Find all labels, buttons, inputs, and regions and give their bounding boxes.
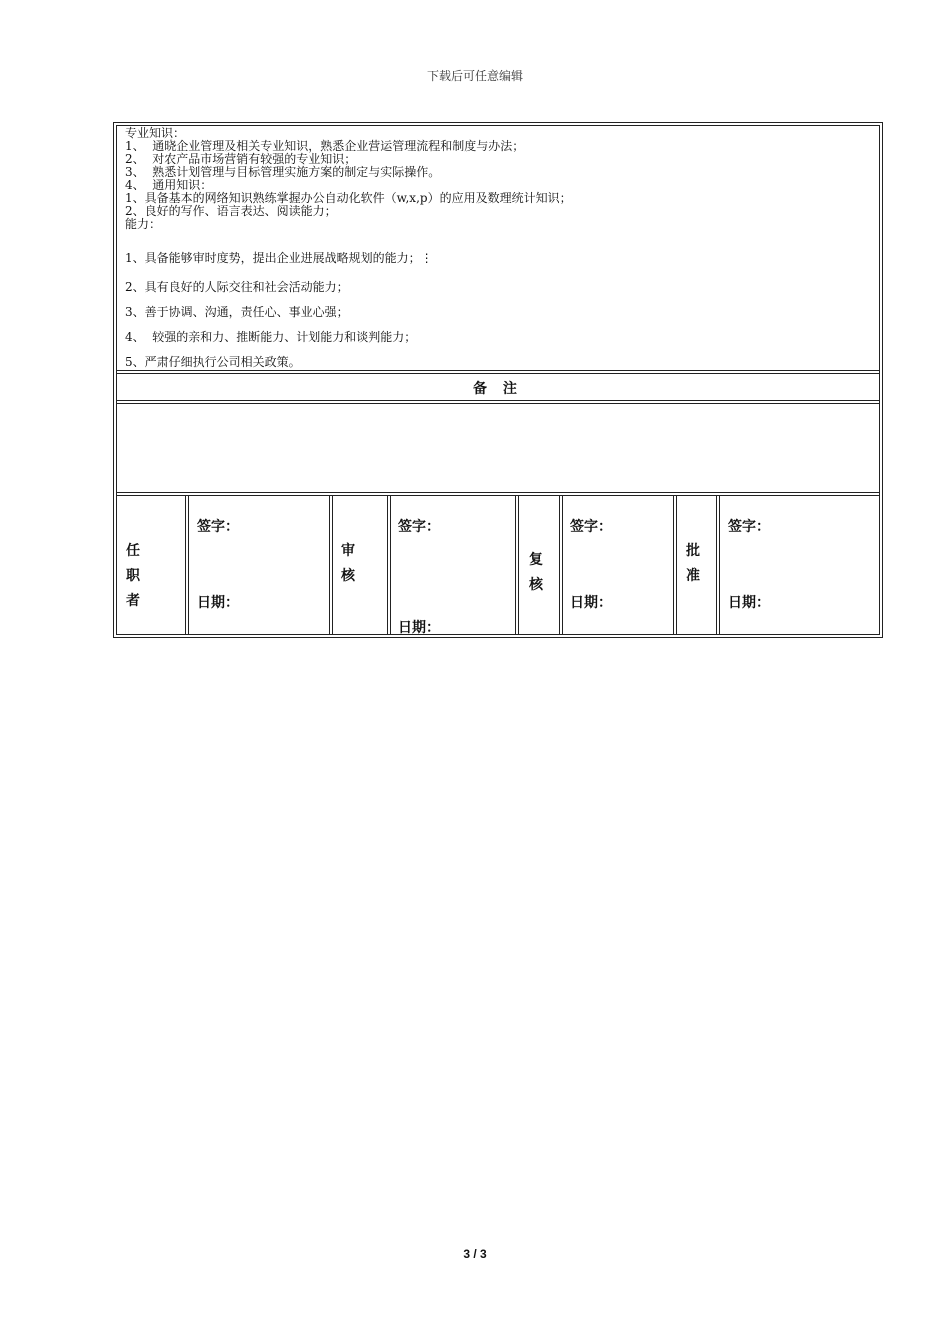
ability-line: 2、具有良好的人际交往和社会活动能力； xyxy=(125,280,349,294)
column-divider xyxy=(329,495,333,634)
divider xyxy=(117,370,879,374)
review-label: 审 核 xyxy=(341,542,355,583)
approve-date-field[interactable]: 日期： xyxy=(728,594,770,610)
approve-label: 批 准 xyxy=(686,542,700,583)
review-sign-field[interactable]: 签字： xyxy=(398,518,440,534)
incumbent-sign-field[interactable]: 签字： xyxy=(197,518,239,534)
knowledge-line: 4、 通用知识： xyxy=(125,178,213,192)
ability-line: 5、严肃仔细执行公司相关政策。 xyxy=(125,355,301,369)
incumbent-label: 任 职 者 xyxy=(126,542,140,608)
ability-line: 3、善于协调、沟通，责任心、事业心强； xyxy=(125,305,349,319)
knowledge-line: 2、良好的写作、语言表达、阅读能力； xyxy=(125,204,337,218)
column-divider xyxy=(387,495,391,634)
knowledge-line: 1、具备基本的网络知识熟练掌握办公自动化软件（w,x,p）的应用及数理统计知识； xyxy=(125,191,572,205)
column-divider xyxy=(185,495,189,634)
recheck-date-field[interactable]: 日期： xyxy=(570,594,612,610)
incumbent-date-field[interactable]: 日期： xyxy=(197,594,239,610)
ability-line: 1、具备能够审时度势，提出企业进展战略规划的能力；⋮ xyxy=(125,251,433,265)
page-number: 3 / 3 xyxy=(463,1247,487,1261)
knowledge-line: 2、 对农产品市场营销有较强的专业知识； xyxy=(125,152,357,166)
knowledge-line: 3、 熟悉计划管理与目标管理实施方案的制定与实际操作。 xyxy=(125,165,441,179)
approve-sign-field[interactable]: 签字： xyxy=(728,518,770,534)
column-divider xyxy=(673,495,677,634)
recheck-sign-field[interactable]: 签字： xyxy=(570,518,612,534)
ability-line: 4、 较强的亲和力、推断能力、计划能力和谈判能力； xyxy=(125,330,417,344)
knowledge-title: 专业知识： xyxy=(125,126,186,140)
remarks-content xyxy=(117,404,879,492)
header-note: 下载后可任意编辑 xyxy=(426,69,523,83)
job-description-table xyxy=(113,122,883,638)
column-divider xyxy=(716,495,720,634)
column-divider xyxy=(515,495,519,634)
recheck-label: 复 核 xyxy=(529,551,543,592)
divider xyxy=(117,492,879,496)
table-inner-border xyxy=(116,125,880,635)
column-divider xyxy=(559,495,563,634)
remarks-title: 备 注 xyxy=(473,380,523,396)
ability-title: 能力： xyxy=(125,217,162,231)
knowledge-line: 1、 通晓企业管理及相关专业知识，熟悉企业营运管理流程和制度与办法； xyxy=(125,139,525,153)
review-date-field[interactable]: 日期： xyxy=(398,619,440,635)
